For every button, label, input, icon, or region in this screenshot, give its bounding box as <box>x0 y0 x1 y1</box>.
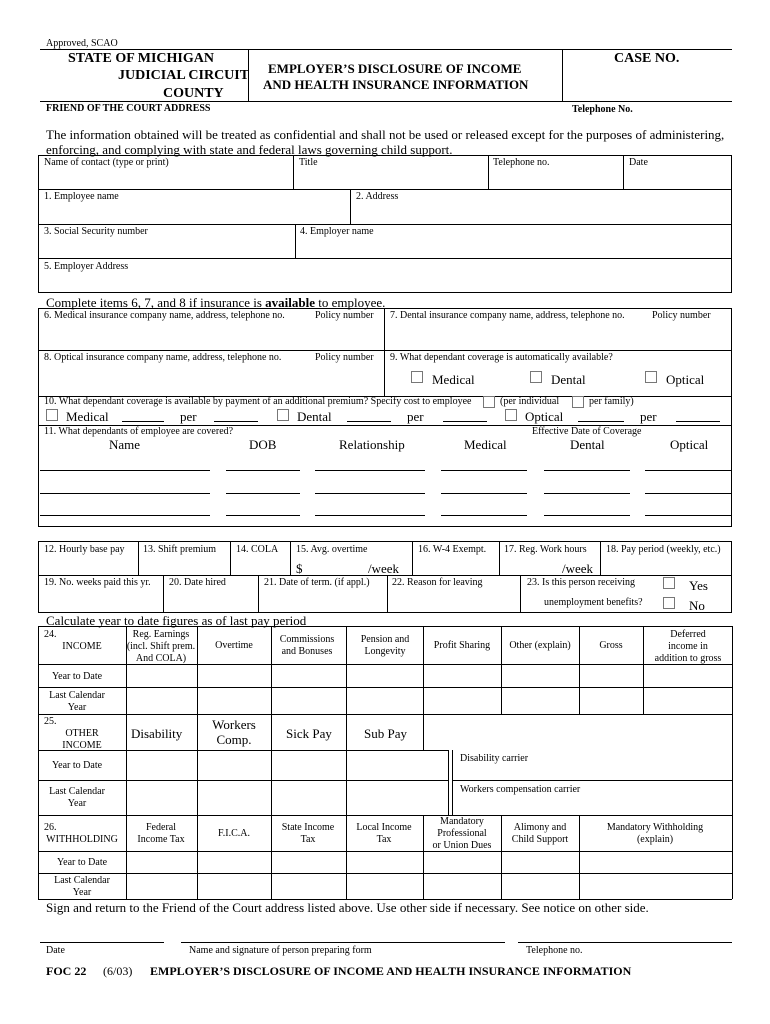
county-label: COUNTY <box>163 86 224 101</box>
date-term-label: 21. Date of term. (if appl.) <box>264 577 370 588</box>
dep-col-optical: Optical <box>670 437 709 452</box>
grid-line <box>38 780 448 781</box>
grid-line <box>38 626 732 627</box>
local-tax-header: Local Income Tax <box>356 822 412 845</box>
grid-line <box>38 851 732 852</box>
disability-header: Disability <box>131 726 183 741</box>
dependant-line[interactable] <box>441 493 527 494</box>
gross-header: Gross <box>599 640 623 651</box>
grid-line <box>452 750 453 815</box>
reg-earnings-header: Reg. Earnings (incl. Shift prem. And COLA) <box>126 629 196 664</box>
footer-date-label: Date <box>46 945 65 956</box>
other-ytd-label: Year to Date <box>51 760 103 771</box>
contact-title-label: Title <box>299 157 318 168</box>
premium-optical-label: Optical <box>525 409 564 424</box>
auto-medical-checkbox[interactable] <box>411 371 423 383</box>
unemployment-yes-label: Yes <box>689 578 708 593</box>
premium-dental-label: Dental <box>297 409 332 424</box>
per-individual-label: (per individual <box>500 396 560 407</box>
grid-line <box>423 714 424 750</box>
judicial-label: JUDICIAL CIRCUIT <box>118 68 250 83</box>
per-individual-checkbox[interactable] <box>483 396 495 408</box>
other-income-label: 25. OTHER INCOME <box>44 716 102 751</box>
grid-line <box>38 687 732 688</box>
dependant-line[interactable] <box>315 515 425 516</box>
auto-dental-checkbox[interactable] <box>530 371 542 383</box>
disability-carrier-label: Disability carrier <box>460 753 529 764</box>
income-ytd-label: Year to Date <box>51 671 103 682</box>
medical-insurance-label: 6. Medical insurance company name, address, telephone no. <box>44 310 285 321</box>
telephone-label: Telephone No. <box>572 104 633 115</box>
footer-telephone-label: Telephone no. <box>526 945 583 956</box>
auto-coverage-label: 9. What dependant coverage is automatically available? <box>390 352 613 363</box>
dependant-line[interactable] <box>441 515 527 516</box>
avg-overtime-label: 15. Avg. overtime <box>296 544 368 555</box>
additional-premium-label: 10. What dependant coverage is available by payment of an additional premium? Specify cost to employee <box>44 396 472 407</box>
dependant-line[interactable] <box>544 515 630 516</box>
pension-header: Pension and Longevity <box>360 634 410 657</box>
pay-period-label: 18. Pay period (weekly, etc.) <box>606 544 721 555</box>
cola-label: 14. COLA <box>236 544 279 555</box>
employer-address-label: 5. Employer Address <box>44 261 129 272</box>
auto-optical-checkbox[interactable] <box>645 371 657 383</box>
sick-pay-header: Sick Pay <box>286 726 332 741</box>
commissions-header: Commissions and Bonuses <box>279 634 335 657</box>
form-revision: (6/03) <box>103 964 133 978</box>
overtime-week: /week <box>368 561 400 576</box>
overtime-dollar: $ <box>296 561 303 576</box>
optical-insurance-label: 8. Optical insurance company name, address, telephone no. <box>44 352 282 363</box>
premium-medical-per: per <box>180 409 197 424</box>
grid-line <box>38 714 732 715</box>
intro-text-2: enforcing, and complying with state and federal laws governing child support. <box>46 142 453 157</box>
grid-line <box>271 714 272 815</box>
dependant-line[interactable] <box>226 470 300 471</box>
optical-policy-label: Policy number <box>315 352 374 363</box>
effective-date-label: Effective Date of Coverage <box>532 426 642 437</box>
form-title-1: EMPLOYER’S DISCLOSURE OF INCOME <box>268 61 522 76</box>
grid-line <box>346 714 347 815</box>
w4-exempt-label: 16. W-4 Exempt. <box>418 544 487 555</box>
reg-hours-label: 17. Reg. Work hours <box>504 544 587 555</box>
withholding-ytd-label: Year to Date <box>56 857 108 868</box>
form-title-2: AND HEALTH INSURANCE INFORMATION <box>263 77 529 92</box>
premium-dental-per: per <box>407 409 424 424</box>
workers-comp-header: Workers Comp. <box>212 717 256 747</box>
grid-line <box>732 626 733 899</box>
shift-premium-label: 13. Shift premium <box>143 544 217 555</box>
unemployment-yes-checkbox[interactable] <box>663 577 675 589</box>
approved-text: Approved, SCAO <box>46 38 118 49</box>
sub-pay-header: Sub Pay <box>364 726 407 741</box>
premium-optical-per: per <box>640 409 657 424</box>
calc-ytd-text: Calculate year to date figures as of last pay period <box>46 613 307 628</box>
dental-insurance-label: 7. Dental insurance company name, address, telephone no. <box>390 310 625 321</box>
hours-week: /week <box>562 561 594 576</box>
date-hired-label: 20. Date hired <box>169 577 226 588</box>
dependant-line[interactable] <box>315 470 425 471</box>
contact-name-label: Name of contact (type or print) <box>44 157 169 168</box>
dependant-line[interactable] <box>645 470 731 471</box>
foc-address-label: FRIEND OF THE COURT ADDRESS <box>46 103 211 114</box>
grid-line <box>38 815 732 816</box>
form-number: FOC 22 <box>46 964 87 978</box>
dependants-covered-label: 11. What dependants of employee are covered? <box>44 426 234 437</box>
unemployment-label-1: 23. Is this person receiving <box>527 577 636 588</box>
income-num: 24. INCOME <box>44 629 102 652</box>
deferred-header: Deferred income in addition to gross <box>654 629 722 664</box>
state-label: STATE OF MICHIGAN <box>68 51 214 66</box>
premium-dental-checkbox[interactable] <box>277 409 289 421</box>
footer-signature-label: Name and signature of person preparing form <box>189 945 372 956</box>
hourly-pay-label: 12. Hourly base pay <box>44 544 125 555</box>
overtime-header: Overtime <box>215 640 253 651</box>
footer-form-title: EMPLOYER’S DISCLOSURE OF INCOME AND HEALTH INSURANCE INFORMATION <box>150 964 632 978</box>
ssn-label: 3. Social Security number <box>44 226 148 237</box>
grid-line <box>448 750 449 815</box>
other-explain-header: Other (explain) <box>509 640 571 651</box>
address-label: 2. Address <box>356 191 399 202</box>
auto-dental-label: Dental <box>551 372 586 387</box>
dental-policy-label: Policy number <box>652 310 711 321</box>
dependant-line[interactable] <box>441 470 527 471</box>
dependant-line[interactable] <box>544 470 630 471</box>
dependant-line[interactable] <box>544 493 630 494</box>
state-tax-header: State Income Tax <box>281 822 335 845</box>
intro-text: The information obtained will be treated as confidential and shall not be used or released except for the purposes of administering, <box>46 127 725 142</box>
dependant-line[interactable] <box>645 515 731 516</box>
union-dues-header: Mandatory Professional or Union Dues <box>432 816 492 851</box>
employer-name-label: 4. Employer name <box>300 226 374 237</box>
grid-line <box>126 714 127 815</box>
reason-leaving-label: 22. Reason for leaving <box>392 577 483 588</box>
grid-line <box>38 626 39 899</box>
grid-line <box>346 626 347 714</box>
income-lcy-label: Last Calendar Year <box>49 690 105 713</box>
dependant-line[interactable] <box>645 493 731 494</box>
dep-col-dental: Dental <box>570 437 605 452</box>
wc-carrier-label: Workers compensation carrier <box>460 784 581 795</box>
dependant-line[interactable] <box>226 493 300 494</box>
complete-items-text: Complete items 6, 7, and 8 if insurance is available to employee. <box>46 295 386 310</box>
premium-medical-checkbox[interactable] <box>46 409 58 421</box>
auto-optical-label: Optical <box>666 372 705 387</box>
mandatory-withholding-header: Mandatory Withholding (explain) <box>606 822 704 845</box>
withholding-label: 26. WITHHOLDING <box>44 822 118 845</box>
insurance-box <box>38 308 732 527</box>
other-lcy-label: Last Calendar Year <box>49 786 105 809</box>
federal-tax-header: Federal Income Tax <box>137 822 185 845</box>
contact-date-label: Date <box>629 157 648 168</box>
unemployment-no-label: No <box>689 598 705 613</box>
alimony-header: Alimony and Child Support <box>511 822 569 845</box>
premium-medical-label: Medical <box>66 409 109 424</box>
contact-telephone-label: Telephone no. <box>493 157 550 168</box>
case-no-label: CASE NO. <box>614 51 680 66</box>
profit-sharing-header: Profit Sharing <box>433 640 491 651</box>
per-family-label: per family) <box>589 396 634 407</box>
dep-col-medical: Medical <box>464 437 507 452</box>
dep-col-name: Name <box>109 437 141 452</box>
employee-name-label: 1. Employee name <box>44 191 119 202</box>
withholding-lcy-label: Last Calendar Year <box>54 875 110 898</box>
dep-col-dob: DOB <box>249 437 277 452</box>
dep-col-relationship: Relationship <box>339 437 405 452</box>
dependant-line[interactable] <box>226 515 300 516</box>
sign-return-text: Sign and return to the Friend of the Court address listed above. Use other side if necessary. See notice on other side. <box>46 900 649 915</box>
grid-line <box>38 873 732 874</box>
dependant-line[interactable] <box>315 493 425 494</box>
unemployment-no-checkbox[interactable] <box>663 597 675 609</box>
dependant-line[interactable] <box>40 515 210 516</box>
medical-policy-label: Policy number <box>315 310 374 321</box>
dependant-line[interactable] <box>40 493 210 494</box>
weeks-paid-label: 19. No. weeks paid this yr. <box>44 577 151 588</box>
auto-medical-label: Medical <box>432 372 475 387</box>
per-family-checkbox[interactable] <box>572 396 584 408</box>
unemployment-label-2: unemployment benefits? <box>544 597 643 608</box>
premium-optical-checkbox[interactable] <box>505 409 517 421</box>
fica-header: F.I.C.A. <box>218 828 250 839</box>
grid-line <box>452 780 732 781</box>
dependant-line[interactable] <box>40 470 210 471</box>
